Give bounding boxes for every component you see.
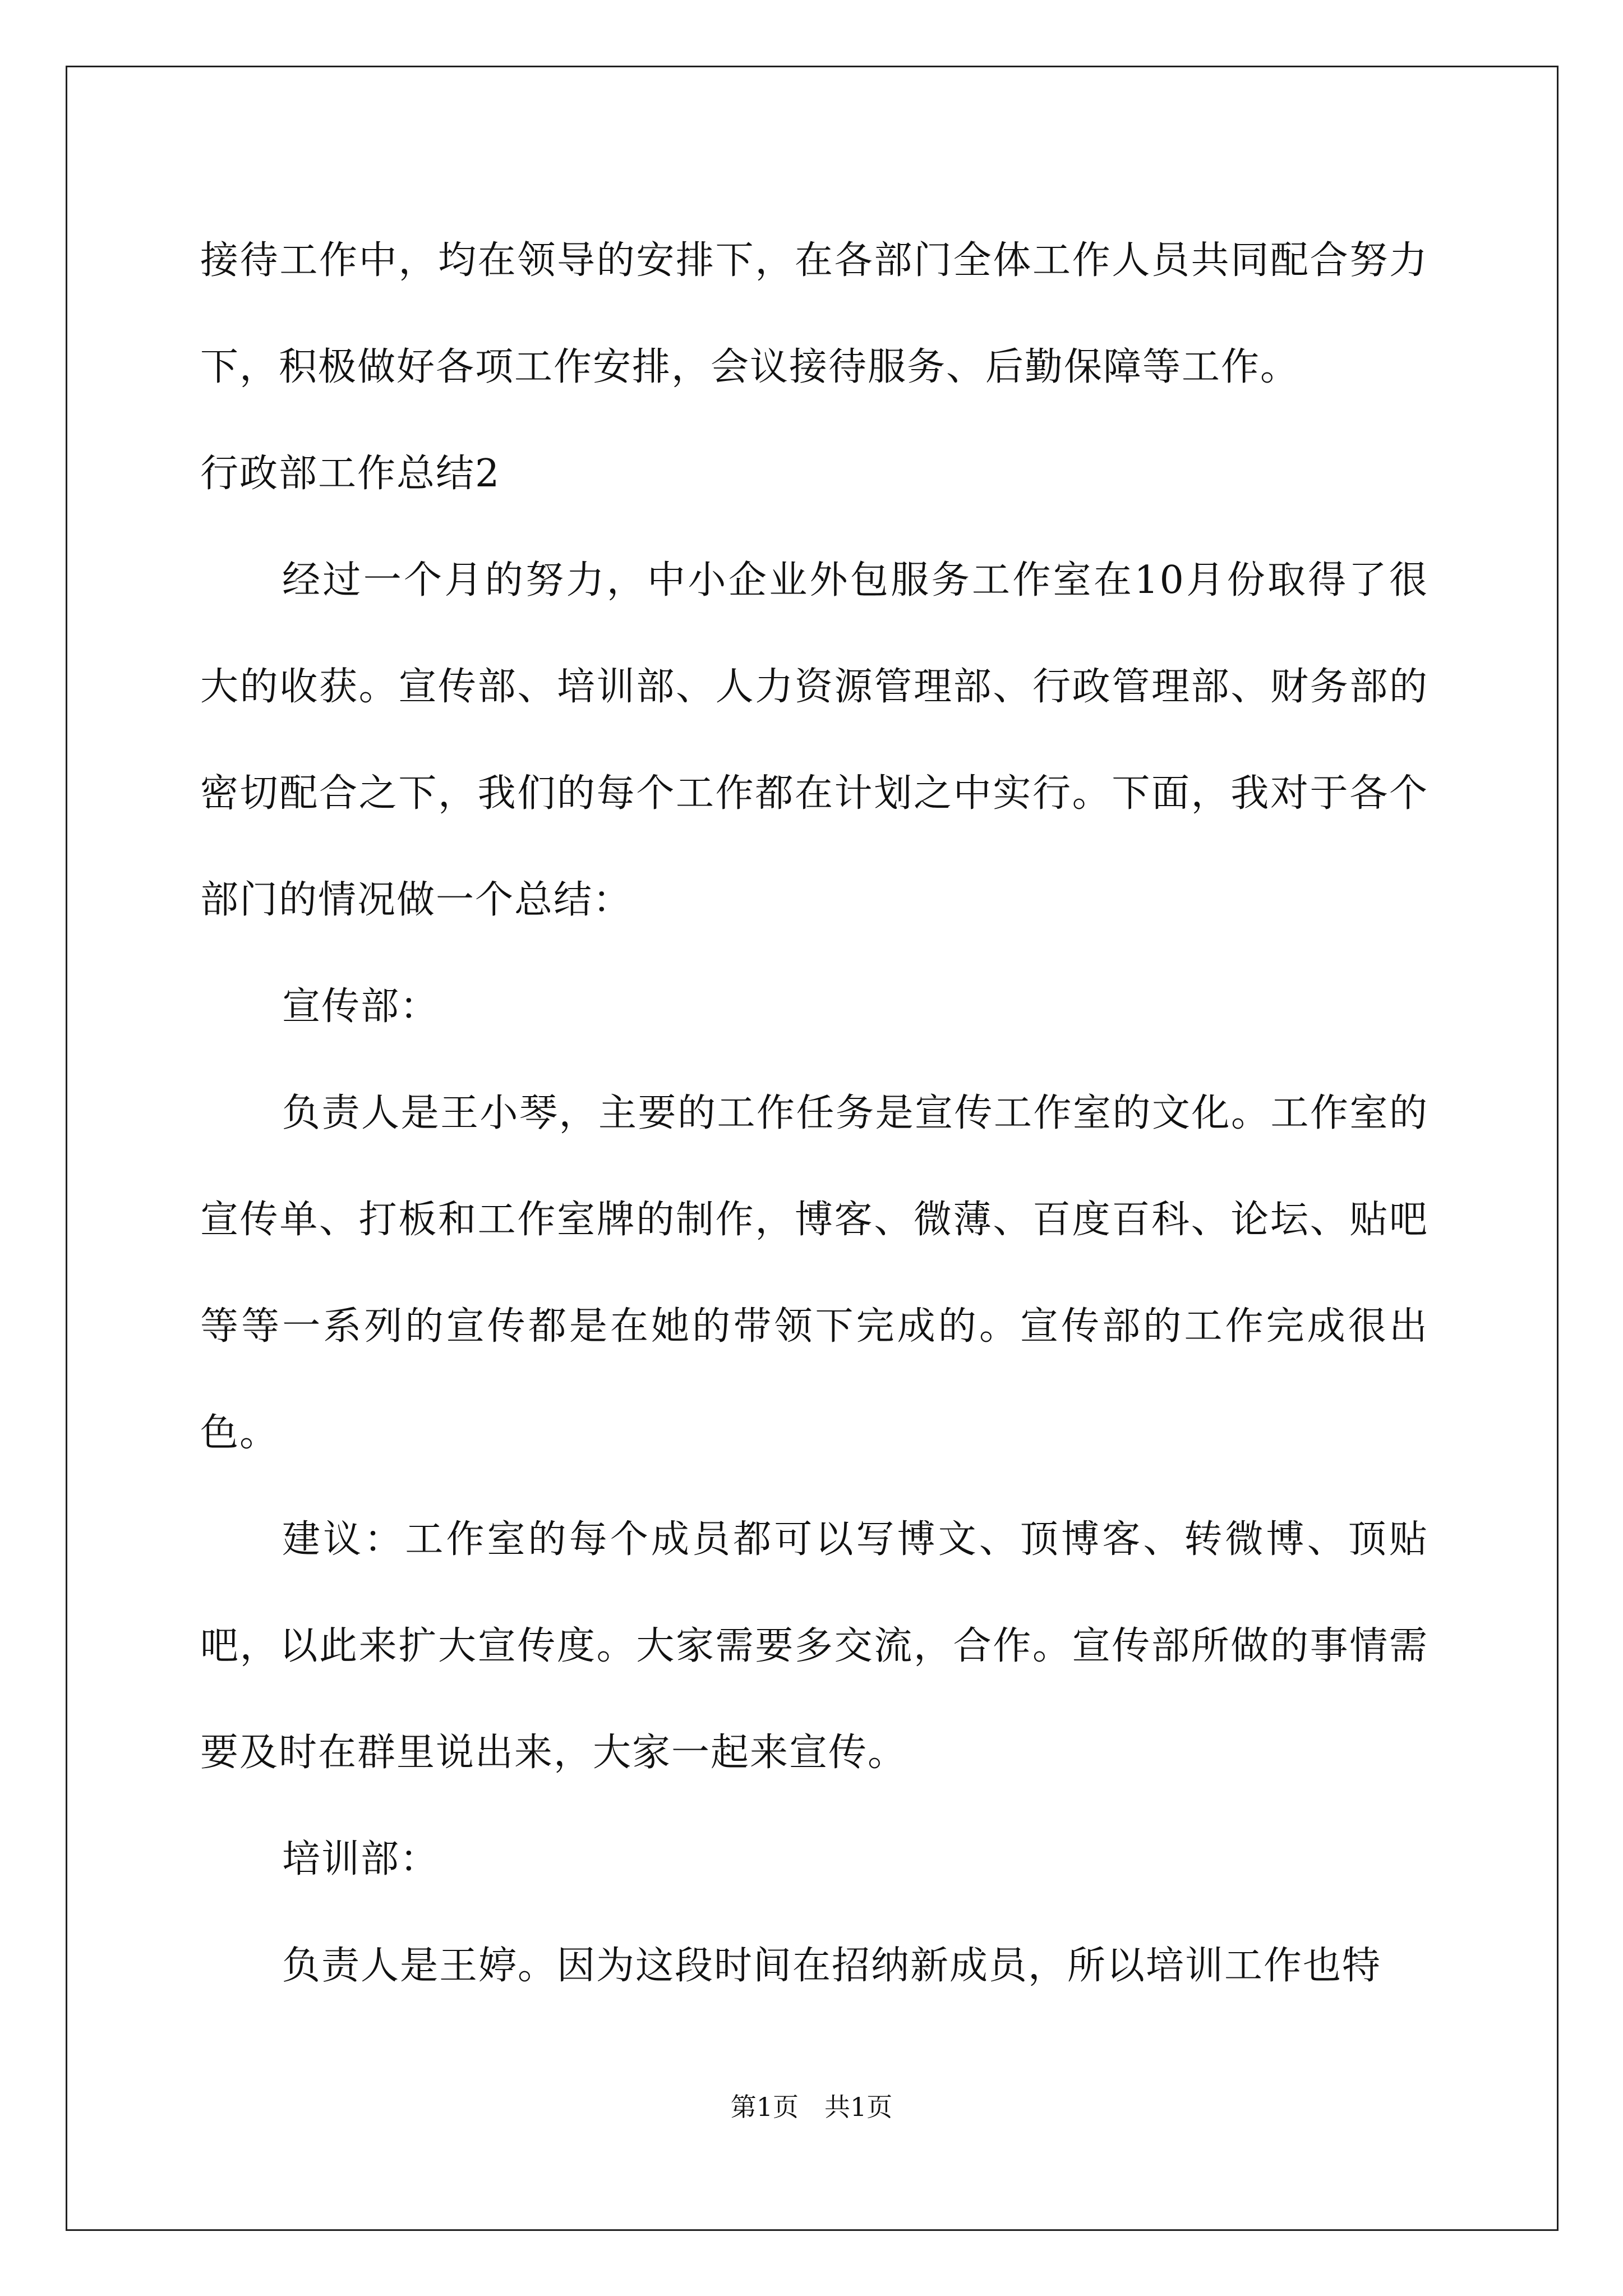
paragraph-training-dept: 负责人是王婷。因为这段时间在招纳新成员，所以培训工作也特 (282, 1944, 1382, 1988)
paragraph-suggestion: 建议：工作室的每个成员都可以写博文、顶博客、转微博、顶贴吧，以此来扩大宣传度。大家需要多交流，合作。宣传部所做的事情需要及时在群里说出来，大家一起来宣传。 (200, 1517, 1428, 1775)
paragraph-publicity-dept: 负责人是王小琴，主要的工作任务是宣传工作室的文化。工作室的宣传单、打板和工作室牌的制作，博客、微薄、百度百科、论坛、贴吧等等一系列的宣传都是在她的带领下完成的。宣传部的工作完成很出色。 (200, 1091, 1428, 1455)
subheading-training-dept: 培训部： (282, 1837, 440, 1881)
paragraph-intro-continued: 接待工作中，均在领导的安排下，在各部门全体工作人员共同配合努力下，积极做好各项工作安排，会议接待服务、后勤保障等工作。 (200, 238, 1428, 389)
section-heading: 行政部工作总结2 (200, 452, 501, 496)
subheading-publicity-dept: 宣传部： (282, 984, 440, 1029)
document-body (200, 208, 1428, 2019)
page-footer: 第1页 共1页 (730, 2092, 893, 2122)
paragraph-overview: 经过一个月的努力，中小企业外包服务工作室在10月份取得了很大的收获。宣传部、培训部、人力资源管理部、行政管理部、财务部的密切配合之下，我们的每个工作都在计划之中实行。下面，我对于各个部门的情况做一个总结： (200, 558, 1428, 922)
